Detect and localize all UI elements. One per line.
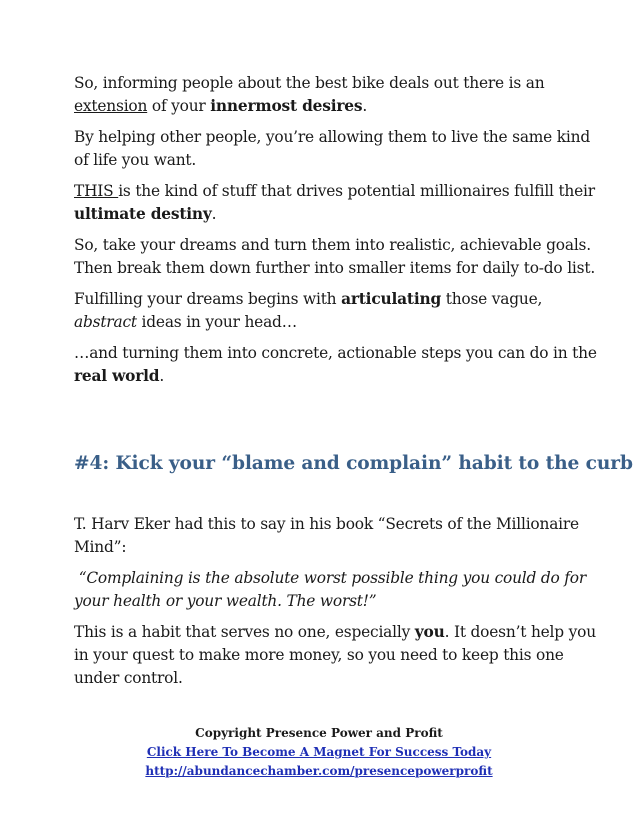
section-heading: #4: Kick your “blame and complain” habit to the curb bbox=[74, 453, 633, 474]
abundance-chamber-link[interactable]: http://abundancechamber.com/presencepowerprofit bbox=[145, 764, 493, 778]
paragraph-articulating bbox=[74, 288, 574, 334]
section-body bbox=[74, 513, 596, 698]
italic-abstract: abstract bbox=[74, 313, 137, 331]
underlined-word-extension: extension bbox=[74, 97, 148, 115]
paragraph-bike-deals bbox=[74, 72, 574, 118]
text-line: under control. bbox=[74, 669, 183, 687]
text-span: of your bbox=[147, 97, 211, 115]
quote-line: “Complaining is the absolute worst possible thing you could do for bbox=[74, 569, 587, 587]
text-line: T. Harv Eker had this to say in his book “Secrets of the Millionaire bbox=[74, 515, 579, 533]
text-line: …and turning them into concrete, actionable steps you can do in the bbox=[74, 344, 597, 362]
text-span: . It doesn’t help you bbox=[444, 623, 596, 641]
bold-articulating: articulating bbox=[341, 290, 442, 308]
text-line bbox=[74, 365, 574, 388]
bold-you: you bbox=[414, 623, 445, 641]
text-span: those vague, bbox=[441, 290, 543, 308]
paragraph-dreams-goals bbox=[74, 234, 596, 280]
body-text bbox=[74, 72, 597, 396]
text-line bbox=[74, 621, 596, 644]
bold-ultimate-destiny: ultimate destiny bbox=[74, 205, 212, 223]
quote-line: your health or your wealth. The worst!” bbox=[74, 592, 377, 610]
text-line: of life you want. bbox=[74, 151, 197, 169]
magnet-success-link[interactable]: Click Here To Become A Magnet For Success Today bbox=[146, 745, 492, 759]
text-span: . bbox=[211, 205, 217, 223]
bold-innermost-desires: innermost desires bbox=[210, 97, 363, 115]
paragraph-harv-eker bbox=[74, 513, 579, 559]
text-span: is the kind of stuff that drives potential millionaires fulfill their bbox=[118, 182, 595, 200]
text-line: Then break them down further into smaller items for daily to-do list. bbox=[74, 259, 596, 277]
text-line: Mind”: bbox=[74, 538, 127, 556]
text-span: Fulfilling your dreams begins with bbox=[74, 290, 342, 308]
bold-real-world: real world bbox=[74, 367, 160, 385]
text-line bbox=[74, 180, 595, 203]
paragraph-real-world bbox=[74, 342, 597, 388]
text-span: . bbox=[159, 367, 165, 385]
text-span: . bbox=[362, 97, 368, 115]
text-line bbox=[74, 288, 574, 311]
text-line: So, take your dreams and turn them into realistic, achievable goals. bbox=[74, 236, 591, 254]
text-line: By helping other people, you’re allowing them to live the same kind bbox=[74, 128, 590, 146]
text-line bbox=[74, 203, 574, 226]
copyright-text: Copyright Presence Power and Profit bbox=[195, 726, 443, 740]
text-span: This is a habit that serves no one, especially bbox=[74, 623, 415, 641]
text-line bbox=[74, 95, 574, 118]
paragraph-habit bbox=[74, 621, 596, 690]
text-line bbox=[74, 311, 574, 334]
text-span: ideas in your head… bbox=[136, 313, 297, 331]
text-span: So, informing people about the best bike deals out there is an bbox=[74, 74, 545, 92]
paragraph-this-stuff bbox=[74, 180, 595, 226]
text-line bbox=[74, 72, 574, 95]
text-line: in your quest to make more money, so you need to keep this one bbox=[74, 646, 564, 664]
quote-complaining bbox=[74, 567, 587, 613]
page-footer bbox=[0, 724, 638, 781]
paragraph-helping-others bbox=[74, 126, 590, 172]
underlined-word-this: THIS bbox=[74, 182, 119, 200]
